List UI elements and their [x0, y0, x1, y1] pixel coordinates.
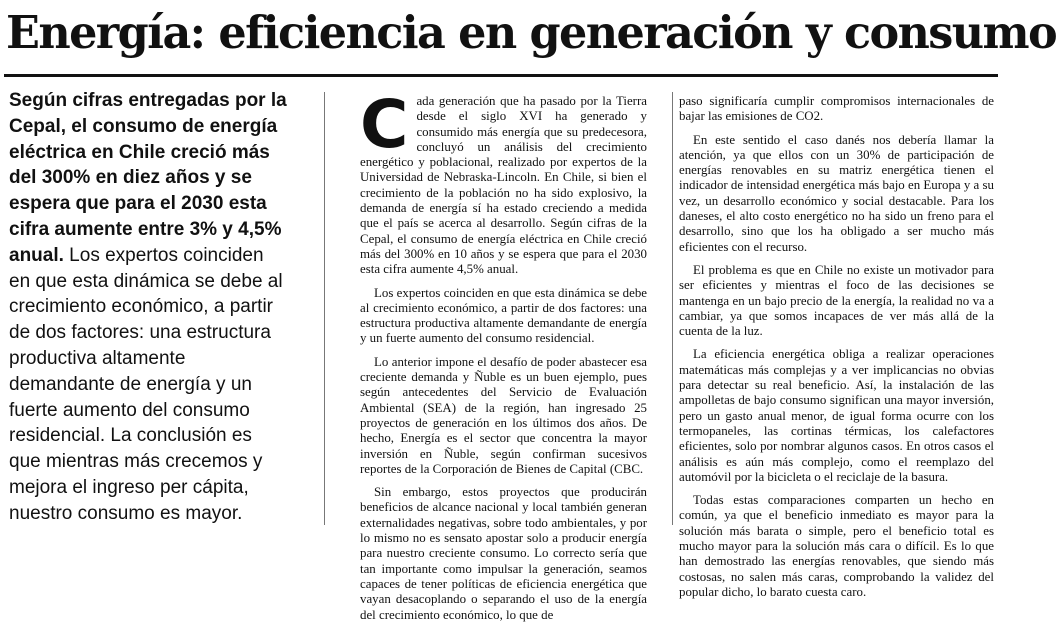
col1-paragraph-1: [360, 86, 647, 278]
col1-p1-text: ada generación que ha pasado por la Tierra desde el siglo XVI ha generado y consumido más energía que su predecesora, concluyó un análisis del crecimiento energético y poblacional, realizado por expertos de la Universidad de Nebraska-Lincoln. En Chile, si bien el crecimiento de la población no ha sido explosivo, la demanda de energía sí ha estado creciendo a medida que el país se acerca al desarrollo. Según cifras de la Cepal, el consumo de energía eléctrica en Chile creció más del 300% en 10 años y se espera que para el 2030 esta cifra aumente 4,5% anual.: [360, 94, 647, 277]
col1-paragraph-3: Lo anterior impone el desafío de poder abastecer esa creciente demanda y Ñuble es un buen ejemplo, pues según antecedentes del Servicio de Evaluación Ambiental (SEA) de la región, han ingresado 25 proyectos de generación en los últimos dos años. De hecho, Energía es el sector que concentra la mayor inversión en Ñuble, según confirman sucesivos reportes de la Corporación de Bienes de Capital (CBC.: [360, 354, 647, 476]
headline: Energía: eficiencia en generación y consumo: [6, 7, 1056, 59]
col2-paragraph-4: La eficiencia energética obliga a realizar operaciones matemáticas más complejas y a ver implicancias no obvias para detectar su real beneficio. Así, la instalación de las ampolletas de bajo consumo significan una mayor inversión, pero un gasto anual menor, de igual forma ocurre con los termopaneles, las cortinas térmicas, los calefactores eficientes, solo por nombrar algunos casos. En otros casos el análisis es aún más complejo, como el reemplazo del automóvil por la bicicleta o el reciclaje de la basura.: [679, 347, 994, 484]
col1-paragraph-2: Los expertos coinciden en que esta dinámica se debe al crecimiento económico, a partir de dos factores: una estructura productiva altamente demandante de energía y un fuerte aumento del consumo residencial.: [360, 285, 647, 346]
col2-paragraph-5: Todas estas comparaciones comparten un hecho en común, ya que el beneficio inmediato es mayor para la solución más barata o simple, pero el beneficio total es mucho mayor para la solución más cara o difícil. Es lo que han demostrado las energías renovables, que siendo más costosas, no salen más caras, comprobando la validez del popular dicho, lo barato cuesta caro.: [679, 493, 994, 599]
col2-paragraph-3: El problema es que en Chile no existe un motivador para ser eficientes y mientras el foco de las decisiones se mantenga en un bajo precio de la energía, la realidad no va a cambiar, ya que somos incapaces de ver más allá de la cuenta de la luz.: [679, 262, 994, 339]
article-column-1: [360, 86, 647, 622]
column-divider-right: [672, 92, 673, 525]
lead-bold: Según cifras entregadas por la Cepal, el consumo de energía eléctrica en Chile creció más del 300% en diez años y se espera que para el 2030 esta cifra aumente entre 3% y 4,5% anual.: [9, 90, 287, 266]
lead-paragraph: [9, 88, 287, 524]
column-divider-left: [324, 92, 325, 525]
col2-paragraph-1: paso significaría cumplir compromisos internacionales de bajar las emisiones de CO2.: [679, 94, 994, 124]
lead-regular: Los expertos coinciden en que esta dinámica se debe al crecimiento económico, a partir de dos factores: una estructura productiva altamente demandante de energía y un fuerte aumento del consumo residencial. La conclusión es que mientras más crecemos y mejora el ingreso per cápita, nuestro consumo es mayor.: [9, 244, 283, 524]
article-column-2: [679, 94, 994, 599]
dropcap: C: [360, 86, 409, 163]
col1-paragraph-4: Sin embargo, estos proyectos que producirán beneficios de alcance nacional y local también generan externalidades negativas, sobre todo ambientales, y por lo mismo no es sensato apostar solo a producir energía para nuestro creciente consumo. Lo correcto sería que tan importante como impulsar la generación, seamos capaces de tener políticas de eficiencia energética que vayan desacoplando o separando el uso de la energía del crecimiento económico, lo que de: [360, 485, 647, 622]
headline-rule: [4, 74, 998, 77]
col2-paragraph-2: En este sentido el caso danés nos debería llamar la atención, ya que ellos con un 30% de participación de energías renovables en su matriz energética tienen el indicador de intensidad energética más bajo en Europa y a su vez, un desarrollo económico y social destacable. Para los daneses, el alto costo energético no ha sido un freno para el desarrollo, sino que los ha obligado a ser mucho más eficientes con el recurso.: [679, 132, 994, 254]
